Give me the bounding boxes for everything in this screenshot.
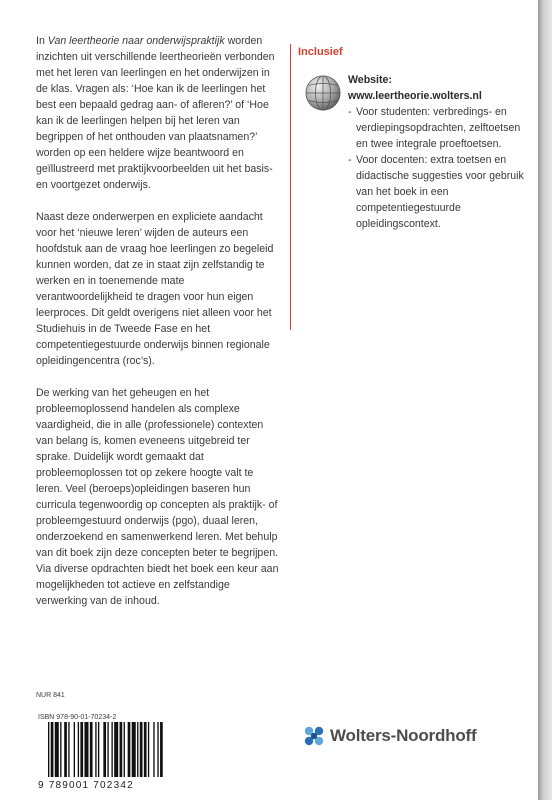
page-edge <box>538 0 552 800</box>
barcode-bars <box>48 722 163 777</box>
description-column <box>36 33 281 625</box>
paragraph-2: Naast deze onderwerpen en expliciete aandacht voor het ‘nieuwe leren’ wijden de auteurs een hoofdstuk aan de vraag hoe leerlingen zo begeleid kunnen worden, dat ze in staat zijn zelfstandig te werken en in toenemende mate verantwoordelijkheid te dragen voor hun eigen leerproces. Dit geldt overigens niet alleen voor het Studiehuis in de Tweede Fase en het competentiegestuurde onderwijs binnen regionale opleidingencentra (roc’s). <box>36 211 274 367</box>
publisher-name: Wolters-Noordhoff <box>330 726 477 745</box>
publisher-logo-icon <box>300 722 328 750</box>
website-block <box>298 72 534 232</box>
bullet-docenten: - Voor docenten: extra toetsen en didactische suggesties voor gebruik van het boek in een competentiegestuurde opleidingscontext. <box>348 152 534 232</box>
inclusief-heading: Inclusief <box>298 46 343 58</box>
globe-icon <box>304 74 342 112</box>
publisher-logo <box>300 722 510 752</box>
inclusief-sidebar <box>298 44 534 232</box>
bullet-list <box>348 104 534 232</box>
isbn-text: ISBN 978-90-01-70234-2 <box>38 714 117 721</box>
intro-paragraph <box>36 33 281 193</box>
book-title: Van leertheorie naar onderwijspraktijk <box>47 35 225 47</box>
intro-body: worden inzichten uit verschillende leertheorieën verbonden met het leren van leerlingen en het onderwijzen in de klas. Vragen als: ‘Hoe kan ik de leerlingen het best een bepaald gedrag aan- of afleren?’ of ‘Hoe kan ik de leerlingen helpen bij het leren van begrippen of het onthouden van plaatsnamen?’ worden op een heldere wijze beantwoord en geïllustreerd met praktijkvoorbeelden uit het basis- en voortgezet onderwijs. <box>36 35 275 191</box>
bullet-studenten: - Voor studenten: verbredings- en verdiepingsopdrachten, zelftoetsen en twee integrale proeftoetsen. <box>348 104 534 152</box>
nur-isbn-block <box>36 690 65 702</box>
isbn-barcode <box>36 712 206 790</box>
website-url: www.leertheorie.wolters.nl <box>348 90 482 102</box>
paragraph-3: De werking van het geheugen en het probleemoplossend handelen als complexe vaardigheid, die in alle (professionele) contexten van belang is, komen eveneens uitgebreid ter sprake. Duidelijk wordt gemaakt dat probleemoplossen tot op zekere hoogte valt te leren. Veel (beroeps)opleidingen baseren hun curricula tegenwoordig op concepten als praktijk- of probleemgestuurd onderwijs (pgo), duaal leren, onderzoekend en samenwerkend leren. Met behulp van dit boek zijn deze concepten beter te begrijpen. Via diverse opdrachten biedt het boek een keur aan mogelijkheden tot actieve en zelfstandige verwerking van de inhoud. <box>36 387 279 607</box>
nur-code: NUR 841 <box>36 692 65 699</box>
sidebar-divider <box>290 44 291 330</box>
intro-prefix: In <box>36 35 48 47</box>
website-label: Website: <box>348 74 392 86</box>
barcode-digits: 9 789001 702342 <box>38 780 134 790</box>
